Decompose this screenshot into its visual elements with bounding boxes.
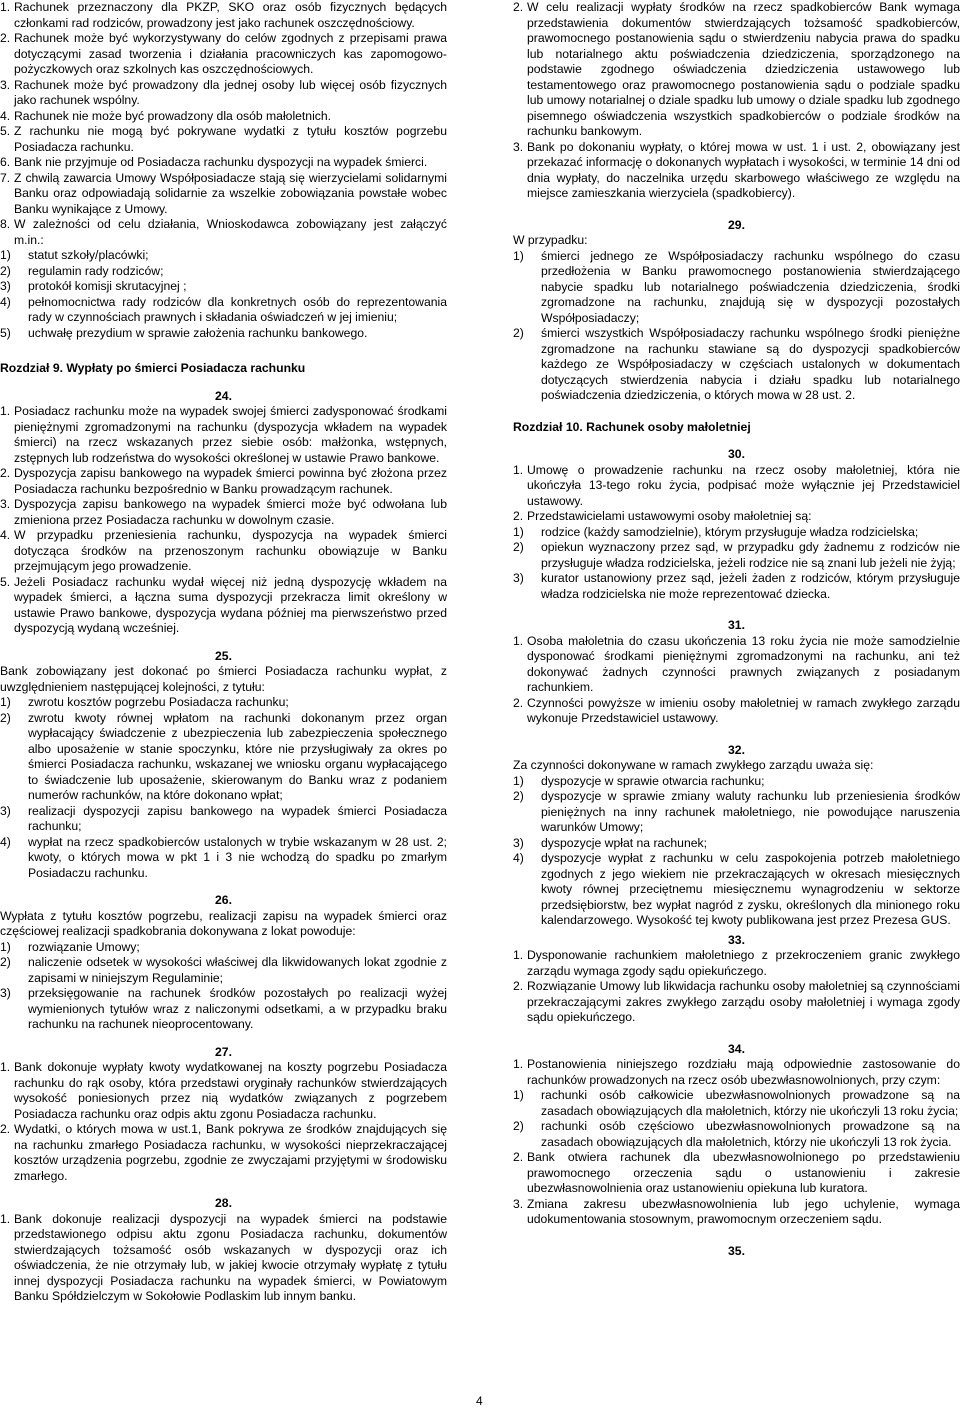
item-number: 2) — [0, 710, 11, 725]
list-item — [0, 78, 447, 109]
list-item — [0, 0, 447, 31]
item-text: rozwiązanie Umowy; — [28, 939, 140, 954]
list-item — [513, 1057, 960, 1088]
list-item — [513, 326, 960, 404]
section-24-heading: 24. — [215, 388, 232, 403]
section-32-heading: 32. — [728, 742, 745, 757]
item-text: rodzice (każdy samodzielnie), którym przysługuje władza rodzicielska; — [541, 524, 919, 539]
item-number: 4. — [0, 108, 11, 123]
section-29-heading: 29. — [728, 217, 745, 232]
item-number: 2. — [513, 509, 524, 523]
membership-account-rules — [0, 0, 447, 248]
item-number: 1) — [0, 939, 11, 954]
item-number: 1. — [513, 948, 524, 962]
item-text: pełnomocnictwa rady rodziców dla konkretnych osób do reprezentowania rady w czynnościach prawnych i składania oświadczeń w jej imieniu; — [28, 294, 447, 324]
item-number: 2) — [0, 263, 11, 278]
item-number: 1) — [0, 695, 11, 709]
list-item — [0, 279, 447, 295]
item-text: Rachunek może być wykorzystywany do celów zgodnych z przepisami prawa dotyczącymi zasad tworzenia i działania pracowniczych kas zapomogowo-pożyczkowych oraz szkolnych kas oszczędnościowych. — [14, 31, 447, 76]
item-number: 5) — [0, 325, 11, 340]
item-text: Bank po dokonaniu wypłaty, o której mowa w ust. 1 i ust. 2, obowiązany jest przekazać informację o dokonanych wypłatach i wysokości, w terminie 14 dni od dnia wypłaty, do naczelnika urzędu skarbowego właściwego ze względu na miejsce zamieszkania wierzyciela (spadkobiercy). — [527, 139, 960, 200]
item-text: Przedstawicielami ustawowymi osoby małoletniej są: — [527, 509, 812, 523]
section-28-heading: 28. — [215, 1196, 232, 1210]
item-number: 2) — [513, 540, 524, 554]
item-text: regulamin rady rodziców; — [28, 263, 164, 278]
item-number: 1. — [0, 404, 11, 418]
section-30-list — [513, 463, 960, 525]
item-text: wypłat na rzecz spadkobierców ustalonych w trybie wskazanym w 28 ust. 2; kwoty, o których mowa w pkt 1 i 3 nie wchodzą do spadku po zmarłym Posiadaczu rachunku. — [28, 834, 447, 880]
item-text: protokół komisji skrutacyjnej ; — [28, 279, 187, 293]
list-item — [0, 171, 447, 218]
item-text: dyspozycje w sprawie zmiany waluty rachunku lub przeniesienia środków pieniężnych na inny rachunek małoletniego, nie powodujące naruszenia warunków Umowy; — [541, 789, 960, 834]
item-text: Bank dokonuje realizacji dyspozycji na wypadek śmierci na podstawie przedstawionego odpisu aktu zgonu Posiadacza rachunku, dokumentów stwierdzających tożsamość osób wskazanych w dyspozycji oraz ich oświadczenia, że nie otrzymały lub, w jakiej kwocie otrzymały wypłatę z tytułu innej dyspozycji Posiadacza rachunku na wypadek śmierci, w Powiatowym Banku Spółdzielczym w Sokołowie Podlaskim lub innym banku. — [14, 1211, 447, 1303]
chapter-10-heading: Rozdział 10. Rachunek osoby małoletniej — [513, 419, 751, 434]
item-text: W przypadku przeniesienia rachunku, dyspozycja na wypadek śmierci dotycząca środków na przenoszonym rachunku obowiązuje w Banku przejmującym jego prowadzenie. — [14, 528, 447, 573]
list-item — [0, 264, 447, 280]
right-column — [513, 0, 960, 1259]
item-text: Jeżeli Posiadacz rachunku wydał więcej niż jedną dyspozycję wkładem na wypadek śmierci, a łączna suma dyspozycji przekracza limit określony w ustawie Prawo bankowe, dyspozycja wydana później ma pierwszeństwo przed dyspozycją wydaną wcześniej. — [14, 574, 447, 635]
item-text: Bank nie przyjmuje od Posiadacza rachunku dyspozycji na wypadek śmierci. — [14, 155, 428, 169]
item-number: 4) — [0, 294, 11, 309]
item-text: Rozwiązanie Umowy lub likwidacja rachunku osoby małoletniej są czynnościami przekraczającymi zakres zwykłego zarządu osoby małoletniej i wymaga zgody sądu opiekuńczego. — [527, 979, 960, 1024]
item-text: zwrotu kwoty równej wpłatom na rachunki dokonanym przez organ wypłacający świadczenie z ubezpieczenia lub zabezpieczenia społecznego albo uposażenie w stanie spoczynku, które nie przysługiwały za okres po śmierci Posiadacza rachunku, wskazanej we wniosku organu wypłacającego to świadczenie lub uposażenie, skierowanym do Banku wraz z podaniem numerów rachunków, na które dokonano wpłat; — [28, 710, 447, 802]
item-text: naliczenie odsetek w wysokości właściwej dla likwidowanych lokat zgodnie z zapisami w niniejszym Regulaminie; — [28, 955, 447, 985]
item-number: 2. — [0, 31, 11, 45]
list-item — [0, 575, 447, 637]
item-text: Wydatki, o których mowa w ust.1, Bank pokrywa ze środków znajdujących się na rachunku zmarłego Posiadacza rachunku, w wysokości nieprzekraczającej kosztów urządzenia pogrzebu, zgodnie ze zwyczajami przyjętymi w środowisku zmarłego. — [14, 1122, 447, 1183]
list-item — [513, 979, 960, 1026]
list-item — [513, 525, 960, 541]
item-text: opiekun wyznaczony przez sąd, w przypadku gdy żadnemu z rodziców nie przysługuje władza rodzicielska, jeżeli rodzice nie są znani lub jeżeli nie żyją; — [541, 540, 960, 570]
list-item — [513, 1150, 960, 1197]
item-number: 7. — [0, 170, 11, 185]
item-text: rachunki osób częściowo ubezwłasnowolnionych prowadzone są na zasadach obowiązujących dla małoletnich, którzy nie ukończyli 13 rok życia. — [541, 1119, 960, 1149]
item-text: Rachunek przeznaczony dla PKZP, SKO oraz osób fizycznych będących członkami rad rodziców, prowadzony jest jako rachunek oszczędnościowy. — [14, 0, 447, 30]
list-item — [513, 0, 960, 140]
list-item — [0, 466, 447, 497]
item-text: rachunki osób całkowicie ubezwłasnowolnionych prowadzone są na zasadach obowiązujących dla małoletnich, którzy nie ukończyli 13 roku życia; — [541, 1088, 960, 1118]
section-28-list — [0, 1212, 447, 1305]
item-number: 1) — [513, 1088, 524, 1102]
list-item — [0, 986, 447, 1033]
list-item — [0, 497, 447, 528]
list-item — [0, 528, 447, 575]
section-30-heading: 30. — [728, 447, 745, 461]
section-25-intro: Bank zobowiązany jest dokonać po śmierci Posiadacza rachunku wypłat, z uwzględnieniem następującej kolejności, z tytułu: — [0, 664, 447, 694]
item-number: 1. — [0, 1211, 11, 1226]
item-text: Z chwilą zawarcia Umowy Współposiadacze stają się wierzycielami solidarnymi Banku oraz odpowiadają solidarnie za wszelkie zobowiązania powstałe wobec Banku wynikające z Umowy. — [14, 170, 447, 216]
list-item — [0, 711, 447, 804]
item-text: Zmiana zakresu ubezwłasnowolnienia lub jego uchylenie, wymaga udokumentowania stosownym, prawomocnym orzeczeniem sądu. — [527, 1196, 960, 1226]
list-item — [0, 940, 447, 956]
item-text: Z rachunku nie mogą być pokrywane wydatki z tytułu kosztów pogrzebu Posiadacza rachunku. — [14, 124, 447, 154]
list-item — [0, 109, 447, 125]
section-33-heading: 33. — [728, 932, 745, 947]
list-item — [0, 404, 447, 466]
left-column — [0, 0, 447, 1305]
list-item — [513, 634, 960, 696]
item-number: 2. — [513, 0, 524, 14]
list-item — [513, 774, 960, 790]
item-number: 3. — [0, 77, 11, 92]
item-number: 3. — [0, 497, 11, 511]
list-item — [0, 835, 447, 882]
list-item — [513, 540, 960, 571]
list-item — [0, 31, 447, 78]
section-34-list-continued — [513, 1150, 960, 1228]
item-text: kurator ustanowiony przez sąd, jeżeli żaden z rodziców, którym przysługuje władza rodzicielska nie może reprezentować dziecka. — [541, 571, 960, 601]
section-34-sublist — [513, 1088, 960, 1150]
section-35-heading: 35. — [728, 1243, 745, 1258]
list-item — [0, 217, 447, 248]
list-item — [513, 463, 960, 510]
list-item — [513, 249, 960, 327]
list-item — [513, 140, 960, 202]
section-26-list — [0, 940, 447, 1033]
list-item — [513, 1197, 960, 1228]
section-24-list — [0, 404, 447, 637]
item-number: 1. — [0, 1060, 11, 1074]
section-27-heading: 27. — [215, 1044, 232, 1059]
item-number: 1. — [513, 1057, 524, 1071]
list-item — [0, 1122, 447, 1184]
list-item — [0, 955, 447, 986]
item-number: 1) — [513, 524, 524, 539]
page-number: 4 — [476, 1394, 483, 1408]
item-number: 2) — [513, 789, 524, 803]
item-text: zwrotu kosztów pogrzebu Posiadacza rachunku; — [28, 695, 289, 709]
list-item — [0, 248, 447, 264]
section-25-list — [0, 695, 447, 881]
list-item — [513, 948, 960, 979]
list-item — [0, 1212, 447, 1305]
item-number: 2) — [0, 955, 11, 969]
list-item — [513, 1088, 960, 1119]
section-31-heading: 31. — [728, 618, 745, 632]
section-29-list — [513, 249, 960, 404]
item-text: Postanowienia niniejszego rozdziału mają odpowiednie zastosowanie do rachunków prowadzonych na rzecz osób ubezwłasnowolnionych, przy czym: — [527, 1057, 960, 1087]
item-number: 1) — [0, 248, 11, 262]
item-number: 2. — [0, 1122, 11, 1136]
list-item — [0, 1060, 447, 1122]
item-text: Rachunek nie może być prowadzony dla osób małoletnich. — [14, 108, 332, 123]
item-text: Bank otwiera rachunek dla ubezwłasnowolnionego po przedstawieniu prawomocnego orzeczenia sądu o ustanowieniu i zakresie ubezwłasnowolnienia oraz ustanowieniu opiekuna lub kuratora. — [527, 1150, 960, 1195]
item-text: dyspozycje wpłat na rachunek; — [541, 835, 707, 850]
list-item — [0, 695, 447, 711]
section-28-continued-list — [513, 0, 960, 202]
list-item — [513, 851, 960, 929]
item-text: Czynności powyższe w imieniu osoby małoletniej w ramach zwykłego zarządu wykonuje Przedstawiciel ustawowy. — [527, 695, 960, 725]
item-number: 2) — [513, 1119, 524, 1133]
item-text: Dysponowanie rachunkiem małoletniego z przekroczeniem granic zwykłego zarządu wymaga zgody sądu opiekuńczego. — [527, 948, 960, 978]
item-number: 8. — [0, 217, 11, 231]
list-item — [513, 509, 960, 525]
item-number: 3) — [0, 279, 11, 293]
item-number: 4) — [0, 834, 11, 849]
item-number: 3. — [513, 139, 524, 154]
list-item — [0, 295, 447, 326]
item-text: Dyspozycja zapisu bankowego na wypadek śmierci powinna być złożona przez Posiadacza rachunku bezpośrednio w Banku prowadzącym rachunek. — [14, 466, 447, 496]
item-number: 1. — [513, 462, 524, 477]
list-item — [0, 155, 447, 171]
item-number: 5. — [0, 574, 11, 589]
item-number: 3) — [0, 803, 11, 818]
item-text: Rachunek może być prowadzony dla jednej osoby lub więcej osób fizycznych jako rachunek wspólny. — [14, 77, 447, 107]
item-number: 3) — [513, 835, 524, 850]
item-text: Bank dokonuje wypłaty kwoty wydatkowanej na koszty pogrzebu Posiadacza rachunku do rąk osoby, która przedstawi oryginały rachunków stwierdzających wysokość poniesionych przez nią wydatków związanych z pogrzebem Posiadacza rachunku oraz odpis aktu zgonu Posiadacza rachunku. — [14, 1060, 447, 1121]
item-number: 2. — [513, 1150, 524, 1164]
item-text: Umowę o prowadzenie rachunku na rzecz osoby małoletniej, która nie ukończyła 13-tego roku życia, podpisać może wyłącznie jej Przedstawiciel ustawowy. — [527, 462, 960, 508]
item-number: 2) — [513, 326, 524, 340]
item-number: 5. — [0, 124, 11, 138]
item-number: 1) — [513, 248, 524, 263]
item-text: Posiadacz rachunku może na wypadek swojej śmierci zadysponować środkami pieniężnymi zgromadzonymi na rachunku (dyspozycja wkładem na wypadek śmierci) na rzecz wskazanych przez siebie osób: małżonka, wstępnych, zstępnych lub rodzeństwa do wysokości określonej w ustawie Prawo bankowe. — [14, 404, 447, 465]
section-34-list — [513, 1057, 960, 1088]
item-number: 6. — [0, 155, 11, 169]
list-item — [0, 124, 447, 155]
section-33-list — [513, 948, 960, 1026]
section-26-intro: Wypłata z tytułu kosztów pogrzebu, realizacji zapisu na wypadek śmierci oraz częściowej realizacji spadkobrania dokonywana z lokat powoduje: — [0, 908, 447, 938]
item-text: W zależności od celu działania, Wnioskodawca zobowiązany jest załączyć m.in.: — [14, 217, 447, 247]
item-text: śmierci wszystkich Współposiadaczy rachunku wspólnego środki pieniężne zgromadzone na rachunku stawiane są do dyspozycji spadkobierców każdego ze Współposiadaczy w częściach ustalonych w dokumentach dotyczących stwierdzenia nabycia i działu spadku lub notarialnego poświadczenia dziedziczenia, o których mowa w 28 ust. 2. — [541, 326, 960, 402]
item-text: dyspozycje w sprawie otwarcia rachunku; — [541, 773, 765, 788]
section-25-heading: 25. — [215, 648, 232, 663]
section-27-list — [0, 1060, 447, 1184]
item-number: 1. — [513, 633, 524, 648]
item-number: 4. — [0, 528, 11, 542]
item-number: 2. — [0, 466, 11, 480]
item-text: W celu realizacji wypłaty środków na rzecz spadkobierców Bank wymaga przedstawienia dokumentów stwierdzających tożsamość spadkobierców, prawomocnego postanowienia sądu o stwierdzeniu nabycia prawa do spadku lub notarialnego aktu poświadczenia dziedziczenia, sporządzonego na podstawie zgodnego oświadczenia dziedziczenia ustawowego lub testamentowego oraz prawomocnego postanowienia sądu o podziale spadku lub umowy notarialnej o dziale spadku lub umowy o dziale spadku lub zgodnego pisemnego oświadczenia wszystkich spadkobierców o podziale środków na rachunku bankowym. — [527, 0, 960, 138]
item-number: 2. — [513, 695, 524, 710]
item-number: 2. — [513, 979, 524, 993]
list-item — [513, 571, 960, 602]
item-number: 4) — [513, 851, 524, 865]
item-number: 1. — [0, 0, 11, 14]
section-32-list — [513, 774, 960, 929]
item-number: 3) — [513, 571, 524, 585]
item-text: Osoba małoletnia do czasu ukończenia 13 roku życia nie może samodzielnie dysponować środkami pieniężnymi zgromadzonymi na rachunku, ani też dokonywać żadnych czynności prawnych związanych z posiadanym rachunkiem. — [527, 633, 960, 694]
item-text: śmierci jednego ze Współposiadaczy rachunku wspólnego do czasu przedłożenia w Banku prawomocnego postanowienia stwierdzającego nabycie spadku lub notarialnego poświadczenia dziedziczenia, środki zgromadzone na rachunku, znajdują się w dyspozycji pozostałych Współposiadaczy; — [541, 248, 960, 325]
item-text: Dyspozycja zapisu bankowego na wypadek śmierci może być odwołana lub zmieniona przez Posiadacza rachunku w dowolnym czasie. — [14, 497, 447, 527]
list-item — [513, 696, 960, 727]
section-29-intro: W przypadku: — [513, 233, 588, 247]
attachments-list — [0, 248, 447, 341]
item-number: 1) — [513, 773, 524, 788]
section-30-sublist — [513, 525, 960, 603]
list-item — [0, 804, 447, 835]
item-text: realizacji dyspozycji zapisu bankowego na wypadek śmierci Posiadacza rachunku; — [28, 803, 447, 833]
item-number: 3) — [0, 986, 11, 1000]
section-31-list — [513, 634, 960, 727]
section-32-intro: Za czynności dokonywane w ramach zwykłego zarządu uważa się: — [513, 758, 874, 772]
item-text: przeksięgowanie na rachunek środków pozostałych po realizacji wyżej wymienionych tytułów wraz z naliczonymi odsetkami, a w przypadku braku rachunku na rachunek nieoprocentowany. — [28, 986, 447, 1031]
item-text: statut szkoły/placówki; — [28, 248, 149, 262]
item-text: dyspozycje wypłat z rachunku w celu zaspokojenia potrzeb małoletniego zgodnych z jego wiekiem nie przekraczających w okresach miesięcznych kwoty równej przeciętnemu miesięcznemu wynagrodzeniu w sektorze przedsiębiorstw, bez wypłat nagród z zysku, określonych dla minionego roku kalendarzowego. Wysokość tej kwoty publikowana jest przez Prezesa GUS. — [541, 851, 960, 927]
list-item — [513, 1119, 960, 1150]
chapter-9-heading: Rozdział 9. Wypłaty po śmierci Posiadacza rachunku — [0, 361, 306, 375]
item-number: 3. — [513, 1196, 524, 1211]
list-item — [513, 789, 960, 836]
section-26-heading: 26. — [215, 893, 232, 907]
list-item — [513, 836, 960, 852]
section-34-heading: 34. — [728, 1041, 745, 1056]
item-text: uchwałę prezydium w sprawie założenia rachunku bankowego. — [28, 325, 368, 340]
list-item — [0, 326, 447, 342]
